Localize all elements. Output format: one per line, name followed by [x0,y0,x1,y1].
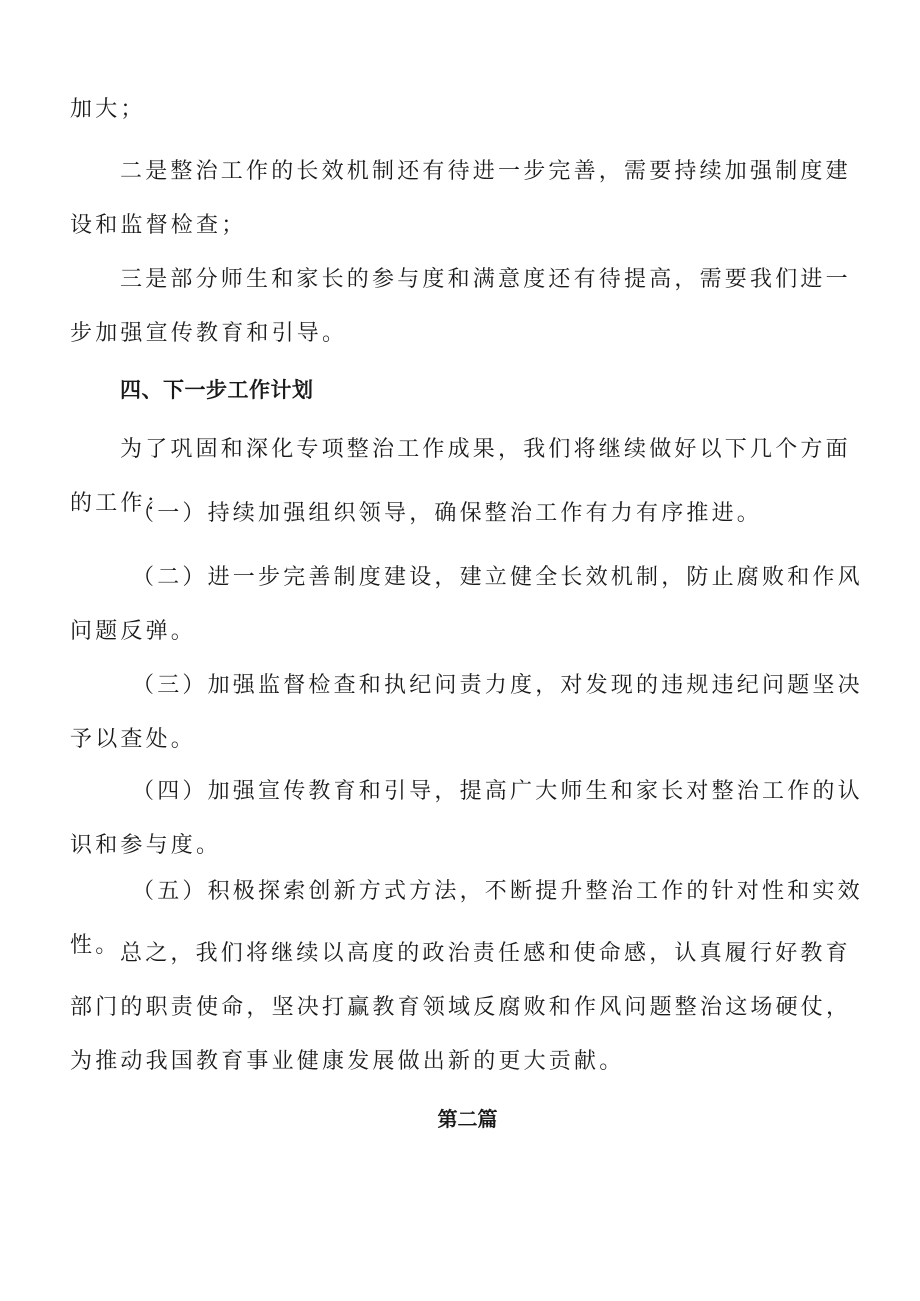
list-item-4: （四）加强宣传教育和引导，提高广大师生和家长对整治工作的认识和参与度。 [70,779,863,858]
list-item-1: （一）持续加强组织领导，确保整治工作有力有序推进。 [132,501,763,526]
paragraph-point-three: 三是部分师生和家长的参与度和满意度还有待提高，需要我们进一步加强宣传教育和引导。 [70,267,851,346]
paragraph-point-two: 二是整治工作的长效机制还有待进一步完善，需要持续加强制度建设和监督检查； [70,159,851,238]
paragraph-intro: 为了巩固和深化专项整治工作成果，我们将继续做好以下几个方面的工作： [70,437,851,516]
section-heading: 四、下一步工作计划 [120,378,314,402]
paragraph-continuation: 加大； [70,97,146,122]
list-item-5: （五）积极探索创新方式方法，不断提升整治工作的针对性和实效性。 [70,879,863,958]
list-item-3: （三）加强监督检查和执纪问责力度，对发现的违规违纪问题坚决予以查处。 [70,673,863,752]
list-item-2: （二）进一步完善制度建设，建立健全长效机制，防止腐败和作风问题反弹。 [70,565,863,644]
paragraph-conclusion: 总之，我们将继续以高度的政治责任感和使命感，认真履行好教育部门的职责使命，坚决打赢教育领域反腐败和作风问题整治这场硬仗，为推动我国教育事业健康发展做出新的更大贡献。 [70,941,852,1074]
next-part-title: 第二篇 [437,1107,498,1131]
